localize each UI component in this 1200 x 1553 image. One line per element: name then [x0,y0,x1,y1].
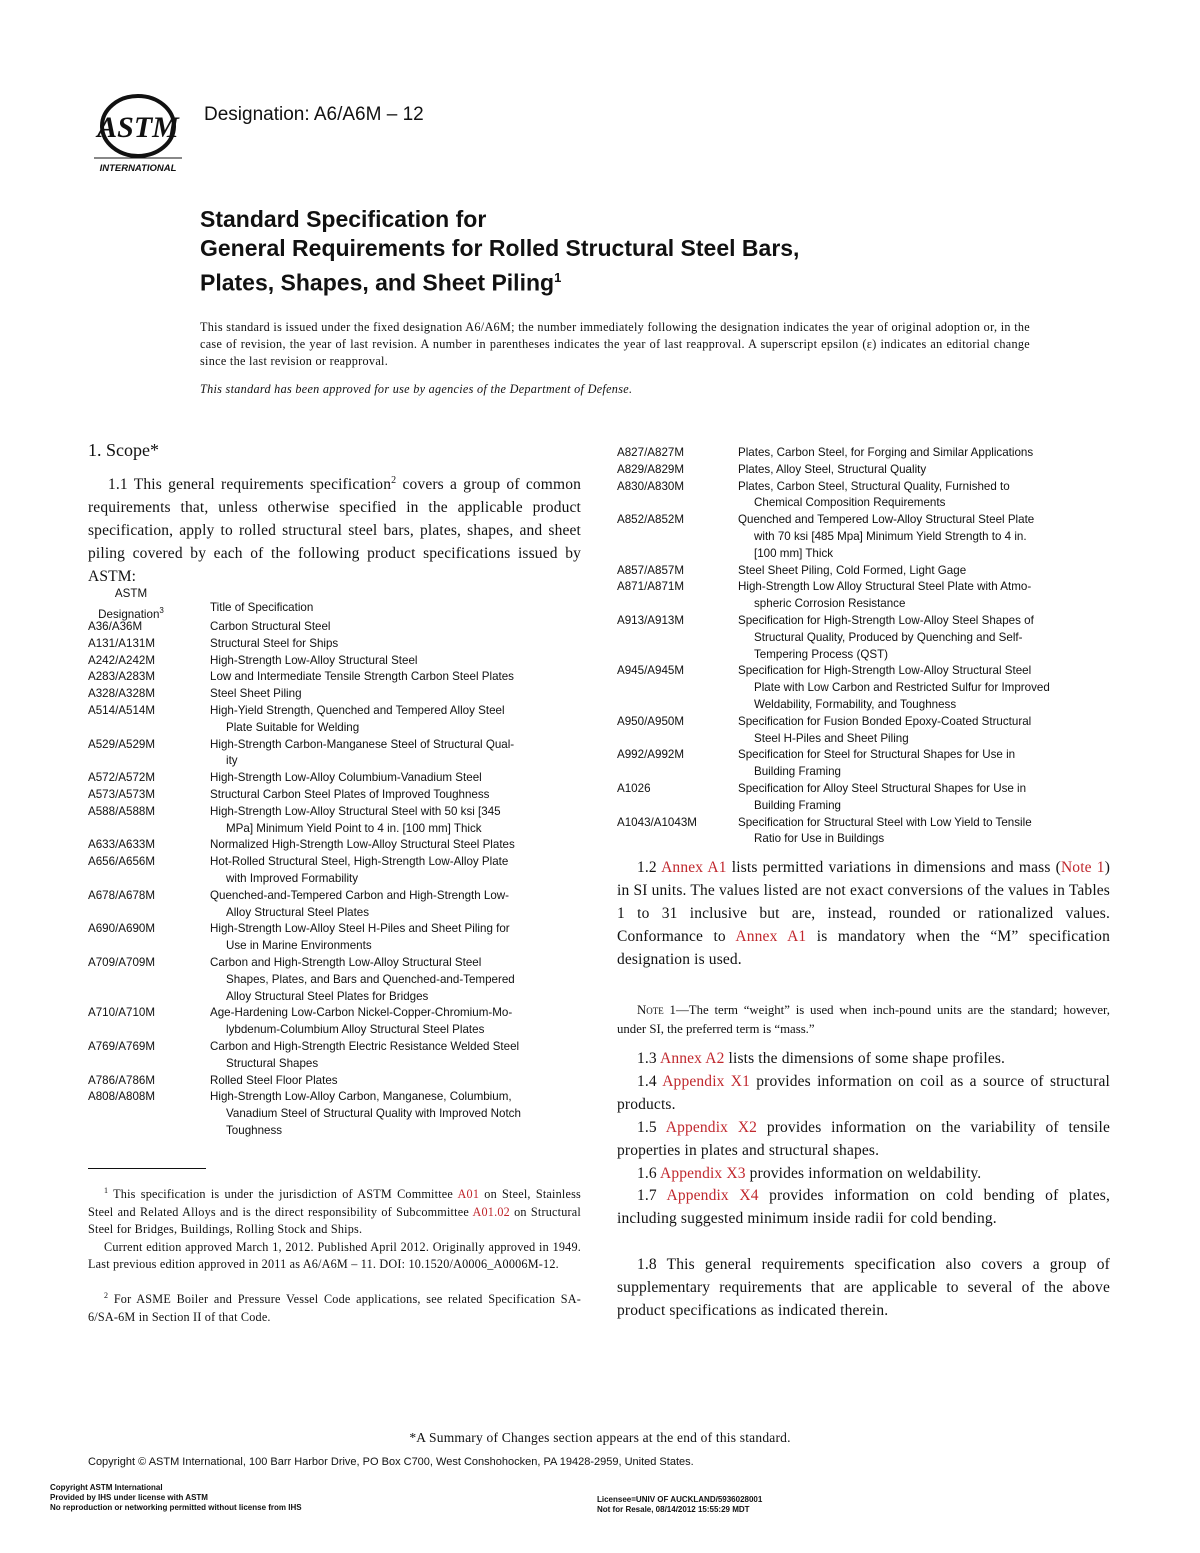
spec-title-line: MPa] Minimum Yield Point to 4 in. [100 mm] Thick [226,821,482,835]
spec-designation: A36/A36M [88,620,143,633]
spec-designation: A871/A871M [617,580,685,594]
designation: Designation: A6/A6M – 12 [204,104,424,125]
spec-row [88,837,583,854]
paragraph-1-4 [617,1070,1110,1116]
spec-row [88,636,583,653]
title-footnote-mark: 1 [554,270,562,285]
spec-title-line: Building Framing [754,798,841,812]
spec-designation: A830/A830M [617,479,685,493]
link-appendix-x4[interactable]: Appendix X4 [666,1187,759,1204]
spec-designation: A829/A829M [617,462,685,476]
para-text: lists permitted variations in dimensions and mass ( [726,859,1061,876]
spec-designation: A690/A690M [88,922,156,936]
spec-designation: A573/A573M [88,787,156,801]
spec-title-line: Structural Quality, Produced by Quenching and Self- [754,630,1023,644]
footnote-2 [88,1287,581,1326]
spec-title [210,787,583,804]
title-line-2: General Requirements for Rolled Structural Steel Bars, [200,235,800,261]
spec-row [617,613,1112,663]
spec-row [88,921,583,955]
spec-row [88,1089,583,1139]
spec-title-line: with 70 ksi [485 Mpa] Minimum Yield Strength to 4 in. [754,529,1027,543]
spec-title-line: Specification for Alloy Steel Structural Shapes for Use in [738,781,1027,795]
spec-title [738,663,1112,713]
footnote-ref-2: 2 [391,475,397,486]
link-annex-a1[interactable]: Annex A1 [661,859,727,876]
spec-title [738,781,1112,815]
spec-row [88,1039,583,1073]
spec-row [88,770,583,787]
note-text: —The term “weight” is used when inch-pound units are the standard; however, under SI, the preferred term is “mass.” [617,1003,1110,1036]
spec-row [617,512,1112,562]
document-title [200,205,1140,298]
spec-title [738,563,1112,580]
para-text: provides information on cold bending of plates, including suggested minimum inside radii for cold bending. [617,1187,1110,1227]
spec-designation: A709/A709M [88,955,156,969]
spec-row [88,737,583,771]
spec-title [738,479,1112,513]
para-text: This general requirements specification also covers a group of supplementary requirements that are applicable to several of the above product specifications as indicated therein. [617,1256,1110,1319]
spec-designation: A678/A678M [88,888,156,902]
spec-title [210,653,583,670]
spec-title [738,579,1112,613]
note-label: Note 1 [637,1003,676,1017]
para-text: provides information on coil as a source of structural products. [617,1073,1110,1113]
spec-table-left [88,619,583,1140]
spec-title-line: Specification for High-Strength Low-Alloy Structural Steel [738,664,1032,678]
spec-designation: A1043/A1043M [617,815,697,829]
spec-title-line: Structural Steel for Ships [210,636,339,650]
spec-title-line: Weldability, Formability, and Toughness [754,697,957,711]
spec-row [617,714,1112,748]
spec-title-line: spheric Corrosion Resistance [754,597,906,611]
col-header-title: Title of Specification [210,601,314,615]
spec-title-line: Hot-Rolled Structural Steel, High-Strength Low-Alloy Plate [210,855,509,869]
paragraph-1-6 [617,1162,1110,1185]
spec-row [617,563,1112,580]
spec-title-line: Low and Intermediate Tensile Strength Carbon Steel Plates [210,670,514,684]
spec-title-line: Plate Suitable for Welding [226,720,360,734]
link-subcommittee-a01-02[interactable]: A01.02 [472,1204,510,1219]
spec-title-line: Plates, Carbon Steel, for Forging and Similar Applications [738,446,1034,459]
spec-title-line: Carbon Structural Steel [210,620,331,633]
spec-title [210,1089,583,1139]
spec-title-line: Carbon and High-Strength Low-Alloy Structural Steel [210,955,482,969]
para-number: 1.3 [637,1050,657,1067]
watermark-line: Copyright ASTM International [50,1483,163,1492]
watermark-line: No reproduction or networking permitted without license from IHS [50,1503,302,1512]
para-number: 1.2 [637,859,657,876]
spec-title-line: Tempering Process (QST) [754,647,889,661]
link-appendix-x3[interactable]: Appendix X3 [660,1165,746,1182]
para-number: 1.8 [637,1256,657,1273]
spec-title [738,613,1112,663]
spec-title [210,619,583,636]
spec-row [88,955,583,1005]
copyright-line: Copyright © ASTM International, 100 Barr Harbor Drive, PO Box C700, West Conshohocken, PA 19428-2959, United States. [88,1456,694,1468]
footnote-1-part-3: on Structural Steel for Bridges, Buildings, Rolling Stock and Ships. [88,1204,581,1237]
section-heading-scope: 1. Scope* [88,440,159,460]
title-line-1: Standard Specification for [200,206,487,232]
spec-designation: A950/A950M [617,714,685,728]
spec-title-line: Steel H-Piles and Sheet Piling [754,731,909,745]
spec-designation: A786/A786M [88,1073,156,1087]
spec-designation: A242/A242M [88,653,156,667]
spec-designation: A913/A913M [617,613,685,627]
spec-title [210,888,583,922]
spec-designation: A283/A283M [88,670,156,684]
spec-title-line: Age-Hardening Low-Carbon Nickel-Copper-Chromium-Mo- [210,1006,513,1020]
spec-title-line: High-Strength Low-Alloy Carbon, Manganese, Columbium, [210,1090,512,1104]
dod-note: This standard has been approved for use by agencies of the Department of Defense. [200,382,633,396]
spec-title-line: Toughness [226,1123,283,1137]
spec-title-line: High-Strength Low-Alloy Structural Steel [210,653,418,667]
spec-title-line: High-Yield Strength, Quenched and Tempered Alloy Steel [210,703,505,717]
footnote-2-text: For ASME Boiler and Pressure Vessel Code applications, see related Specification SA-6/SA-6M in Section II of that Code. [88,1292,581,1324]
footnote-1-part-1: This specification is under the jurisdiction of ASTM Committee [113,1187,458,1202]
spec-title-line: Rolled Steel Floor Plates [210,1073,338,1087]
spec-title-line: Carbon and High-Strength Electric Resistance Welded Steel [210,1039,520,1053]
para-text: provides information on the variability of tensile properties in plates and structural shapes. [617,1119,1110,1159]
spec-row [88,703,583,737]
spec-title-line: Plates, Alloy Steel, Structural Quality [738,462,927,476]
spec-designation: A945/A945M [617,664,685,678]
spec-title [210,854,583,888]
spec-row [88,888,583,922]
spec-designation: A1026 [617,781,651,795]
spec-title-line: Structural Shapes [226,1056,319,1070]
spec-designation: A514/A514M [88,703,156,717]
spec-designation: A710/A710M [88,1006,156,1020]
footnote-1-edition [88,1239,581,1274]
spec-designation: A633/A633M [88,838,156,852]
spec-title [210,737,583,771]
watermark-line: Not for Resale, 08/14/2012 15:55:29 MDT [597,1505,750,1514]
spec-title-line: lybdenum-Columbium Alloy Structural Steel Plates [226,1023,485,1037]
spec-row [88,787,583,804]
para-text-cont: ) in SI units. The values listed are not exact conversions of the values in Tables 1 to 31 inclusive but are, instead, rounded or rationalized values. Conformance to [617,859,1111,945]
spec-table-right [617,445,1112,848]
spec-row [617,462,1112,479]
spec-title [738,815,1112,849]
spec-table-header [88,586,583,623]
spec-row [617,445,1112,462]
spec-title-line: Ratio for Use in Buildings [754,832,885,846]
spec-title-line: Alloy Structural Steel Plates [226,905,370,919]
astm-logo [88,92,188,176]
footnote-1-part-2: on Steel, Stainless Steel and Related Alloys and is the direct responsibility of Subcommittee [88,1187,581,1219]
paragraph-1-5 [617,1116,1110,1162]
paragraph-1-7 [617,1184,1110,1230]
spec-row [617,747,1112,781]
col-header-line-2-text: Designation [98,607,160,621]
spec-row [88,686,583,703]
col-header-line-1: ASTM [114,587,148,600]
spec-designation: A328/A328M [88,687,156,701]
footnote-1-edition-text: Current edition approved March 1, 2012. Published April 2012. Originally approved in 1949. Last previous edition approved in 2011 as A6/A6M – 11. DOI: 10.1520/A0006_A0006M-12. [88,1239,581,1272]
spec-title-line: High-Strength Low-Alloy Structural Steel with 50 ksi [345 [210,804,501,818]
spec-designation: A827/A827M [617,446,685,459]
footnote-1 [88,1182,581,1274]
spec-title [738,714,1112,748]
spec-designation: A852/A852M [617,513,685,527]
link-committee-a01[interactable]: A01 [457,1187,480,1202]
spec-title-line: Specification for Fusion Bonded Epoxy-Coated Structural [738,714,1032,728]
spec-title [210,804,583,838]
footnote-divider [88,1168,206,1169]
spec-designation: A572/A572M [88,771,156,785]
spec-title-line: Quenched-and-Tempered Carbon and High-Strength Low- [210,888,510,902]
para-text-end: is mandatory when the “M” specification designation is used. [617,928,1110,968]
spec-title-line: High-Strength Low-Alloy Steel H-Piles and Sheet Piling for [210,922,510,936]
spec-title-line: Vanadium Steel of Structural Quality with Improved Notch [226,1107,521,1121]
spec-title [210,1005,583,1039]
spec-title [210,770,583,787]
spec-designation: A808/A808M [88,1090,156,1104]
para-text-cont: covers a group of common requirements that, unless otherwise specified in the applicable product specification, apply to rolled structural steel bars, plates, shapes, and sheet piling covered by each of the following product specifications issued by ASTM: [88,476,582,586]
para-number: 1.7 [637,1187,657,1204]
spec-title-line: Plate with Low Carbon and Restricted Sulfur for Improved [754,681,1050,695]
spec-designation: A529/A529M [88,737,156,751]
spec-title-line: Building Framing [754,765,841,779]
spec-row [88,653,583,670]
spec-designation: A588/A588M [88,804,156,818]
link-annex-a2[interactable]: Annex A2 [660,1050,725,1067]
spec-title-line: High-Strength Low Alloy Structural Steel Plate with Atmo- [738,580,1032,594]
spec-designation: A656/A656M [88,855,156,869]
link-annex-a1-2[interactable]: Annex A1 [735,928,807,945]
spec-title-line: Steel Sheet Piling, Cold Formed, Light Gage [738,563,967,577]
spec-row [88,619,583,636]
spec-title-line: High-Strength Carbon-Manganese Steel of Structural Qual- [210,737,515,751]
spec-row [88,669,583,686]
para-number: 1.1 [108,476,128,494]
spec-designation: A131/A131M [88,636,156,650]
spec-row [617,663,1112,713]
footnote-1-text [88,1182,581,1239]
spec-title [738,747,1112,781]
spec-title-line: [100 mm] Thick [754,546,834,560]
summary-of-changes-note: *A Summary of Changes section appears at the end of this standard. [409,1430,791,1445]
spec-title-line: with Improved Formability [226,871,359,885]
spec-title-line: Specification for Structural Steel with Low Yield to Tensile [738,815,1032,829]
spec-title-line: Shapes, Plates, and Bars and Quenched-and-Tempered [226,972,515,986]
spec-title-line: Quenched and Tempered Low-Alloy Structural Steel Plate [738,513,1035,527]
paragraph-1-2 [617,856,1110,971]
para-number: 1.6 [637,1165,657,1182]
paragraph-1-3 [617,1047,1110,1070]
spec-designation: A992/A992M [617,748,685,762]
spec-title [210,837,583,854]
spec-title [210,1039,583,1073]
logo-sub-text: INTERNATIONAL [99,163,177,174]
spec-title [210,703,583,737]
spec-row [88,1005,583,1039]
para-number: 1.4 [637,1073,657,1090]
spec-title-line: High-Strength Low-Alloy Columbium-Vanadium Steel [210,771,482,785]
spec-row [88,854,583,888]
spec-designation: A769/A769M [88,1039,156,1053]
paragraph-1-8 [617,1253,1110,1322]
col-header-designation [88,586,174,623]
spec-title [210,955,583,1005]
spec-title [210,686,583,703]
issue-note: This standard is issued under the fixed designation A6/A6M; the number immediately following the designation indicates the year of original adoption or, in the case of revision, the year of last revision. A number in parentheses indicates the year of last reapproval. A superscript epsilon (ε) indicates an editorial change since the last revision or reapproval. [200,320,1030,368]
link-note-1[interactable]: Note 1 [1060,859,1105,876]
spec-title [738,462,1112,479]
spec-title-line: Specification for Steel for Structural Shapes for Use in [738,748,1016,762]
spec-title-line: Specification for High-Strength Low-Alloy Steel Shapes of [738,613,1034,627]
spec-row [617,579,1112,613]
title-line-3 [200,263,1140,298]
spec-title-line: Plates, Carbon Steel, Structural Quality, Furnished to [738,479,1010,493]
spec-title-line: Normalized High-Strength Low-Alloy Structural Steel Plates [210,838,515,852]
spec-title-line: Steel Sheet Piling [210,687,302,701]
spec-title-line: Use in Marine Environments [226,939,372,953]
footnote-1-mark: 1 [104,1186,109,1195]
spec-title-line: Alloy Structural Steel Plates for Bridges [226,989,429,1003]
spec-title [738,512,1112,562]
spec-row [617,479,1112,513]
col-header-sup: 3 [159,605,164,615]
title-line-3-text: Plates, Shapes, and Sheet Piling [200,269,555,296]
spec-title [210,1073,583,1090]
watermark-line: Provided by IHS under license with ASTM [50,1493,208,1502]
astm-logo-icon [88,92,188,176]
spec-title-line: ity [226,754,238,768]
link-appendix-x2[interactable]: Appendix X2 [665,1119,758,1136]
spec-title [210,669,583,686]
footnote-2-mark: 2 [104,1291,109,1300]
spec-title [210,921,583,955]
para-text: lists the dimensions of some shape profiles. [724,1050,1006,1067]
watermark-line: Licensee=UNIV OF AUCKLAND/5936028001 [597,1495,763,1504]
para-text: provides information on weldability. [745,1165,982,1182]
spec-row [617,815,1112,849]
spec-row [617,781,1112,815]
license-watermark-right [597,1495,762,1515]
para-text: This general requirements specification [133,476,392,494]
license-watermark-left [50,1483,302,1513]
logo-text: ASTM [97,111,179,144]
spec-title [210,636,583,653]
spec-title-line: Chemical Composition Requirements [754,496,946,510]
note-1 [617,1001,1110,1039]
spec-row [88,804,583,838]
spec-row [88,1073,583,1090]
spec-designation: A857/A857M [617,563,685,577]
link-appendix-x1[interactable]: Appendix X1 [662,1073,751,1090]
spec-title-line: Structural Carbon Steel Plates of Improved Toughness [210,787,490,801]
paragraph-1-1 [88,469,581,588]
spec-title [738,445,1112,462]
para-number: 1.5 [637,1119,657,1136]
